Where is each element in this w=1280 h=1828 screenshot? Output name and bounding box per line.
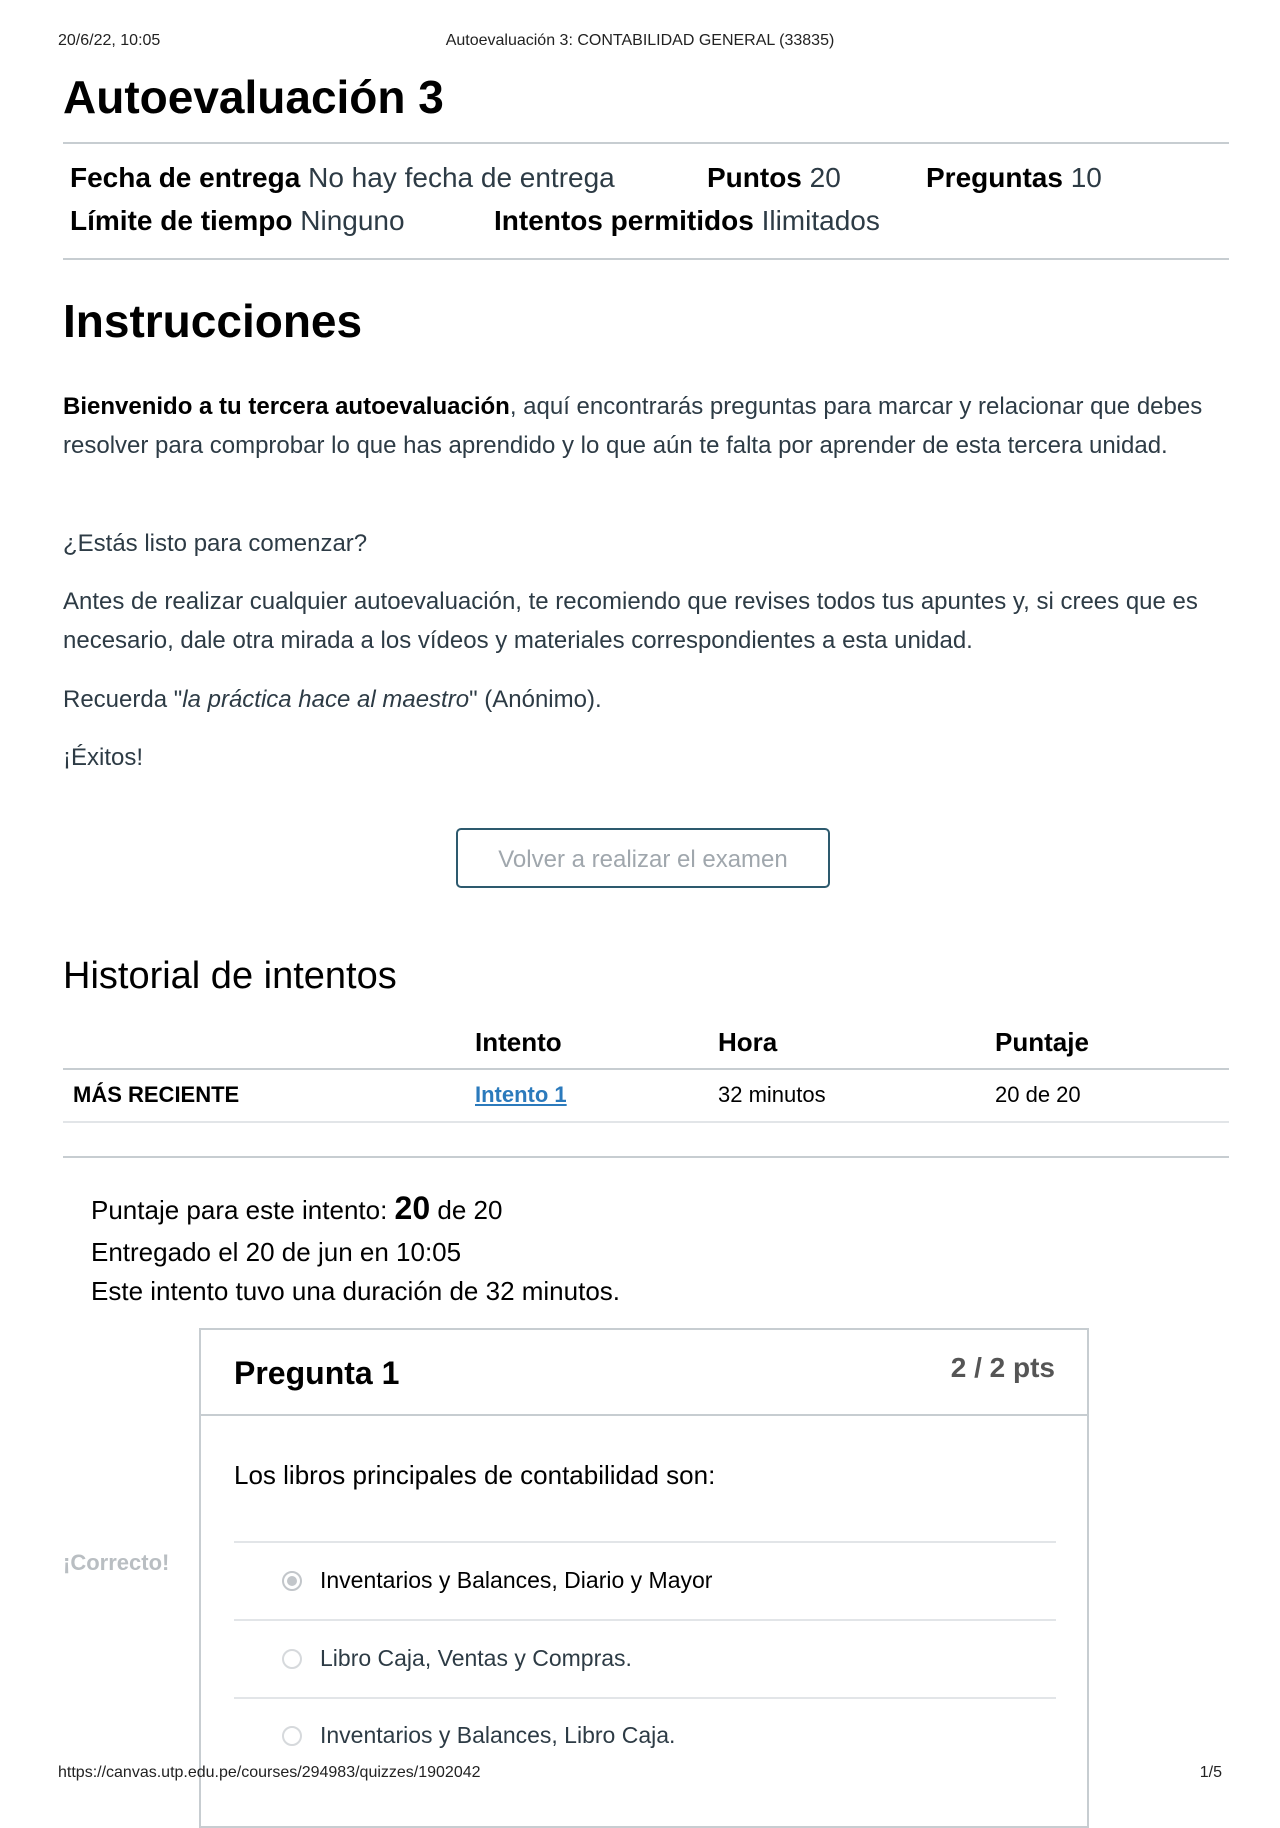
attempt-time: 32 minutos bbox=[718, 1082, 826, 1107]
attempt-duration: Este intento tuvo una duración de 32 minutos. bbox=[91, 1276, 621, 1306]
quote-paragraph bbox=[63, 680, 1229, 719]
radio-unselected-icon[interactable] bbox=[282, 1726, 302, 1746]
divider bbox=[63, 142, 1229, 144]
points-value: 20 bbox=[809, 162, 841, 193]
answer-option[interactable] bbox=[234, 1621, 1056, 1697]
time-limit-label: Límite de tiempo bbox=[70, 205, 293, 236]
submitted-date: Entregado el 20 de jun en 10:05 bbox=[91, 1237, 462, 1267]
question-text: Los libros principales de contabilidad son: bbox=[234, 1460, 716, 1490]
recommendation-text: Antes de realizar cualquier autoevaluación, te recomiendo que revises todos tus apuntes y, si crees que es necesario, dale otra mirada a los vídeos y materiales correspondientes a esta unidad. bbox=[63, 588, 1198, 654]
radio-selected-icon[interactable] bbox=[282, 1571, 302, 1591]
score-value: 20 bbox=[394, 1190, 431, 1226]
score-prefix: Puntaje para este intento: bbox=[91, 1195, 395, 1225]
print-title: Autoevaluación 3: CONTABILIDAD GENERAL (33835) bbox=[445, 32, 835, 49]
attempts-label: Intentos permitidos bbox=[494, 205, 754, 236]
question-title: Pregunta 1 bbox=[234, 1355, 400, 1391]
instructions-paragraph bbox=[63, 387, 1229, 465]
attempt-score: 20 de 20 bbox=[995, 1082, 1081, 1107]
answer-label: Inventarios y Balances, Diario y Mayor bbox=[320, 1567, 713, 1593]
answer-option[interactable] bbox=[234, 1698, 1056, 1774]
table-row-divider bbox=[63, 1121, 1229, 1123]
column-header-attempt: Intento bbox=[475, 1027, 562, 1057]
question-card bbox=[199, 1328, 1089, 1828]
answer-label: Libro Caja, Ventas y Compras. bbox=[320, 1645, 632, 1671]
welcome-text: , aquí encontrarás preguntas para marcar y relacionar que debes resolver para comprobar lo que has aprendido y lo que aún te falta por aprender de esta tercera unidad. bbox=[63, 393, 1203, 459]
print-header bbox=[58, 32, 1222, 52]
due-date-label: Fecha de entrega bbox=[70, 162, 301, 193]
divider bbox=[63, 258, 1229, 260]
quote-italic: la práctica hace al maestro bbox=[182, 686, 470, 713]
question-points: 2 / 2 pts bbox=[950, 1352, 1055, 1383]
score-suffix: de 20 bbox=[430, 1195, 503, 1225]
column-header-time: Hora bbox=[718, 1027, 778, 1057]
due-date-detail bbox=[70, 162, 615, 194]
answer-label: Inventarios y Balances, Libro Caja. bbox=[320, 1722, 676, 1748]
page-title: Autoevaluación 3 bbox=[63, 71, 444, 123]
print-url: https://canvas.utp.edu.pe/courses/294983/quizzes/1902042 bbox=[58, 1764, 481, 1781]
questions-value: 10 bbox=[1070, 162, 1102, 193]
question-header bbox=[201, 1330, 1087, 1416]
retake-quiz-button[interactable]: Volver a realizar el examen bbox=[456, 828, 830, 888]
points-detail bbox=[707, 162, 841, 194]
print-date: 20/6/22, 10:05 bbox=[58, 32, 161, 49]
attempt-score-summary bbox=[91, 1190, 502, 1227]
quote-post: " (Anónimo). bbox=[469, 686, 602, 713]
attempt-history-heading: Historial de intentos bbox=[63, 955, 397, 997]
correct-answer-flag: ¡Correcto! bbox=[63, 1550, 170, 1575]
welcome-bold-text: Bienvenido a tu tercera autoevaluación bbox=[63, 393, 510, 420]
latest-attempt-label: MÁS RECIENTE bbox=[73, 1082, 240, 1107]
print-page-number: 1/5 bbox=[1199, 1764, 1222, 1781]
questions-label: Preguntas bbox=[926, 162, 1063, 193]
radio-unselected-icon[interactable] bbox=[282, 1649, 302, 1669]
divider bbox=[63, 1156, 1229, 1158]
column-header-score: Puntaje bbox=[995, 1027, 1089, 1057]
quote-pre: Recuerda " bbox=[63, 686, 183, 713]
attempt-1-link[interactable]: Intento 1 bbox=[475, 1082, 567, 1107]
attempts-value: Ilimitados bbox=[761, 205, 880, 236]
questions-detail bbox=[926, 162, 1102, 194]
attempts-detail bbox=[494, 205, 880, 237]
success-text: ¡Éxitos! bbox=[63, 744, 144, 771]
time-limit-detail bbox=[70, 205, 405, 237]
points-label: Puntos bbox=[707, 162, 802, 193]
table-header-divider bbox=[63, 1068, 1229, 1070]
instructions-heading: Instrucciones bbox=[63, 295, 363, 347]
answer-option[interactable] bbox=[234, 1543, 1056, 1619]
print-footer bbox=[58, 1764, 1222, 1784]
ready-text: ¿Estás listo para comenzar? bbox=[63, 530, 368, 557]
time-limit-value: Ninguno bbox=[300, 205, 405, 236]
due-date-value: No hay fecha de entrega bbox=[308, 162, 615, 193]
